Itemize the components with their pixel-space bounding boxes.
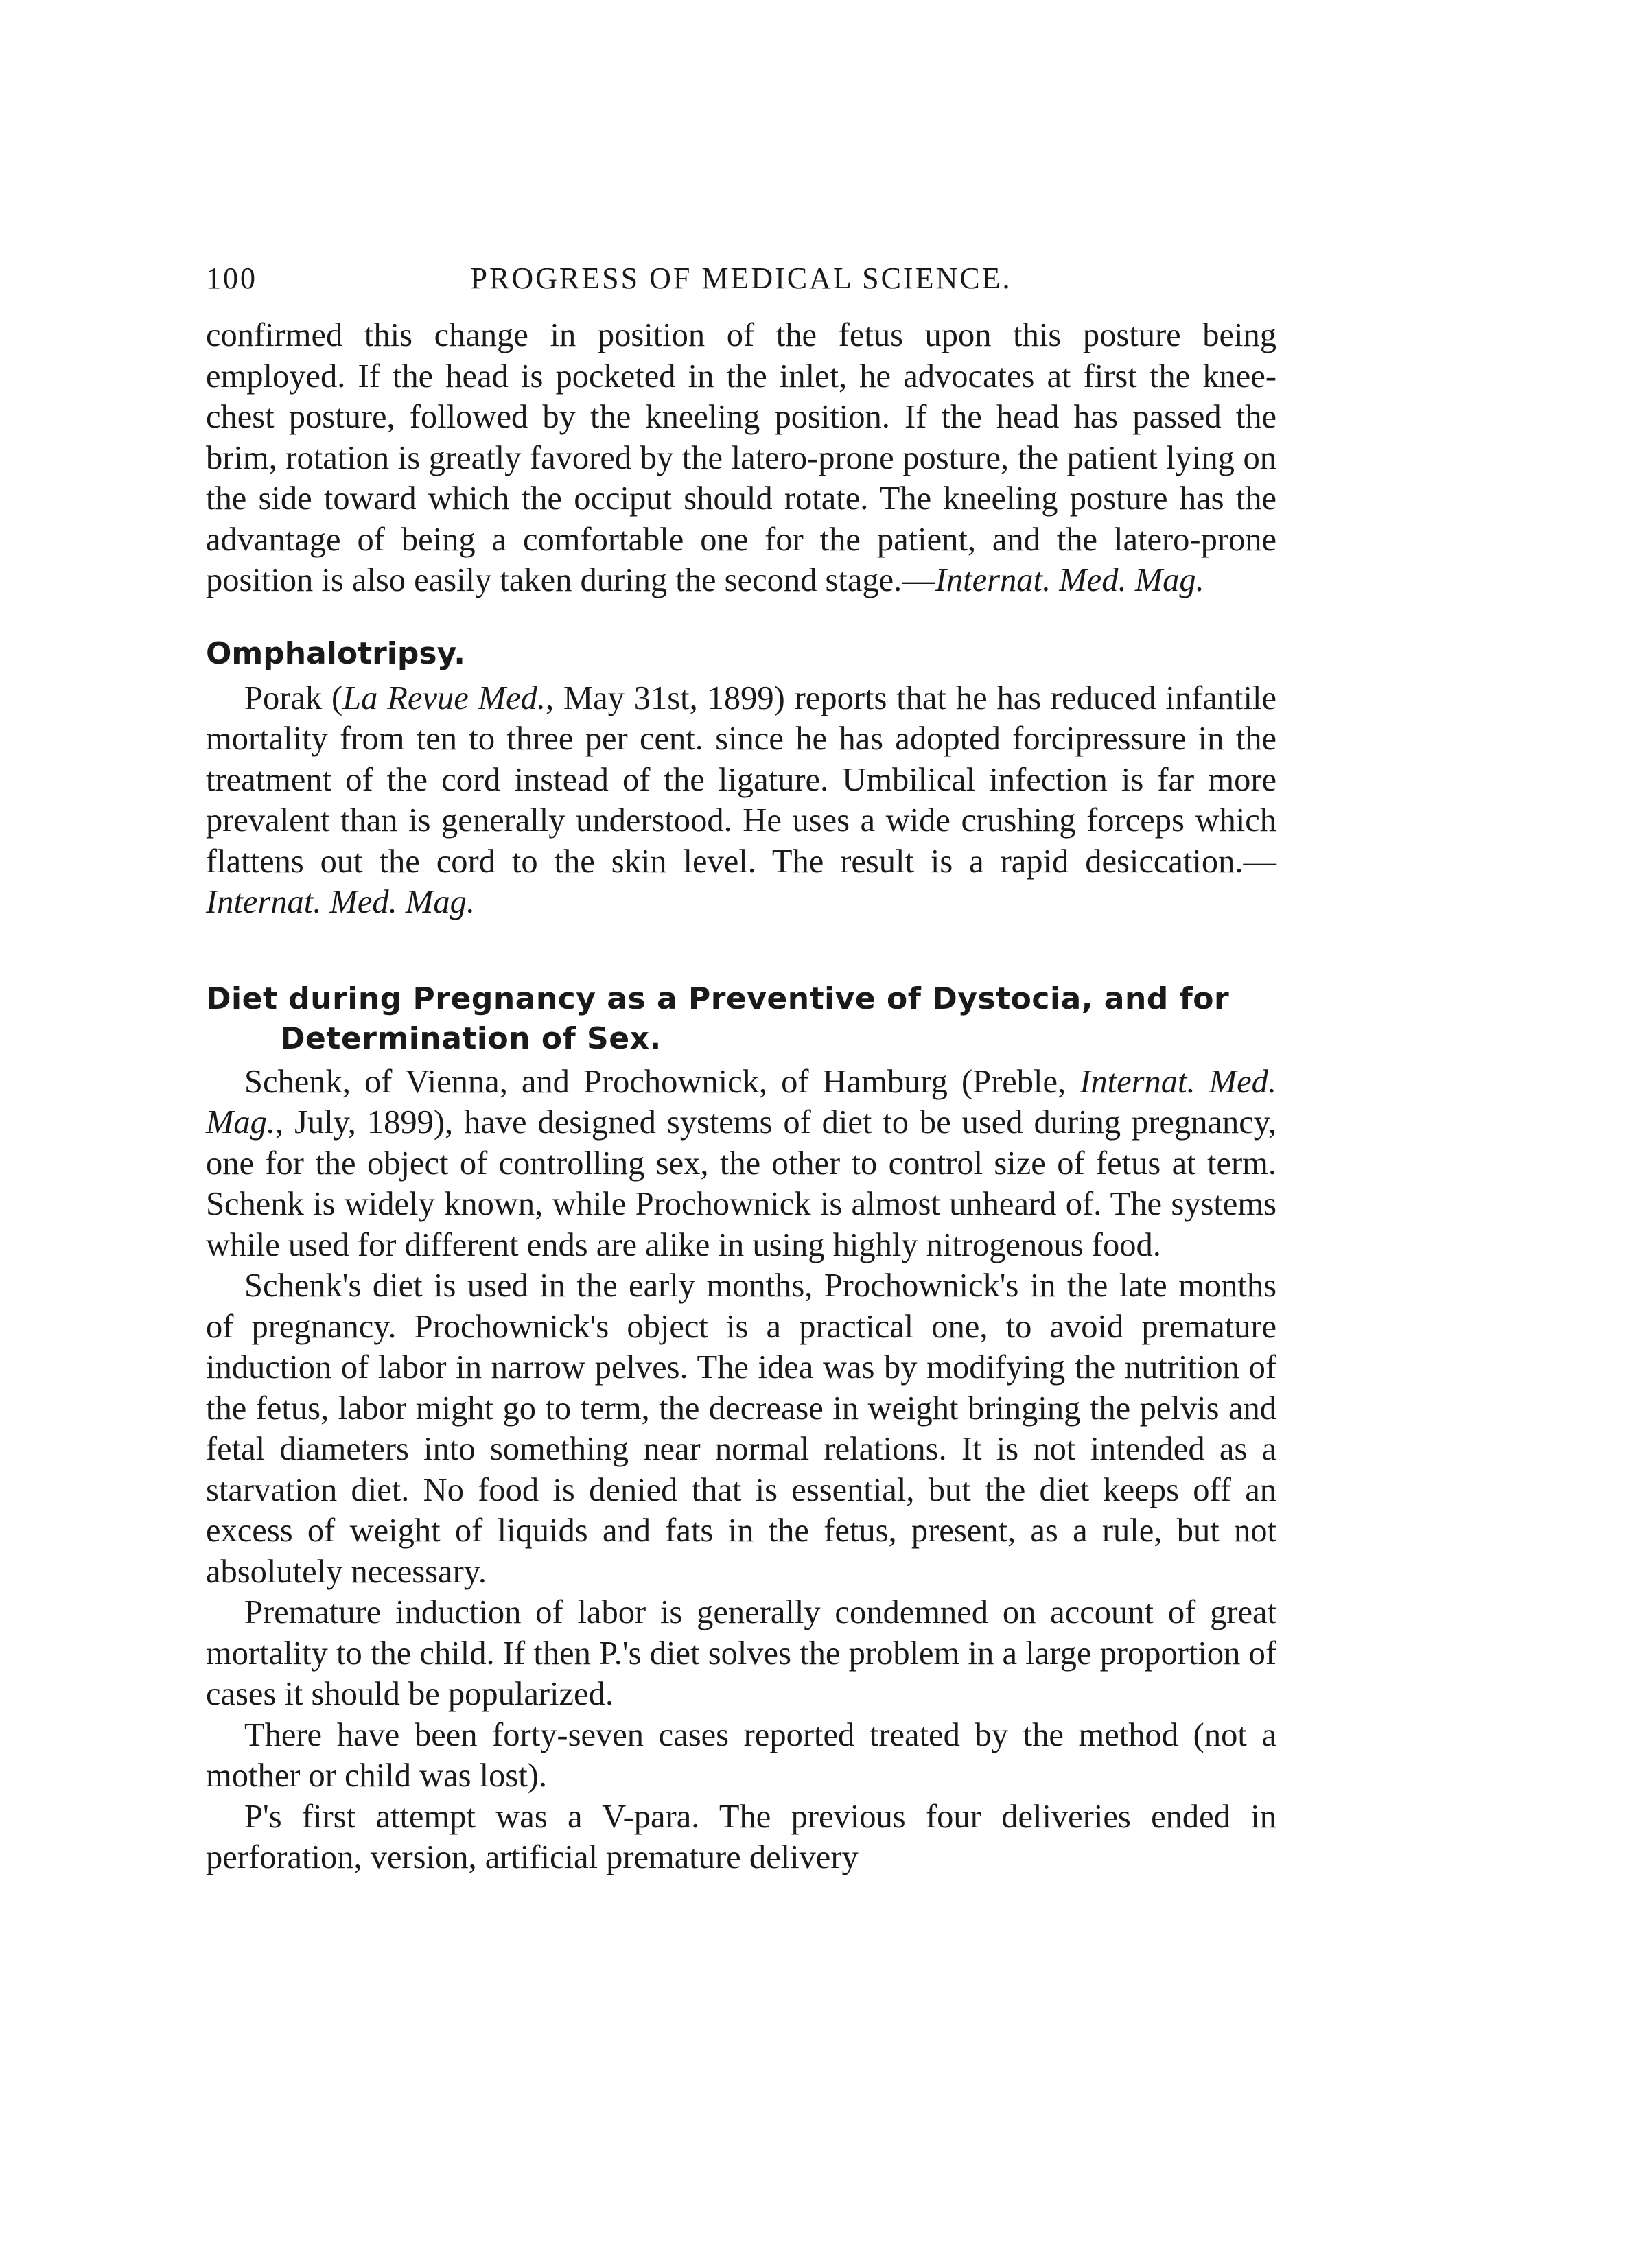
intro-paragraph — [206, 315, 1276, 601]
running-head — [206, 261, 1276, 296]
omphalotripsy-citation: Internat. Med. Mag. — [206, 884, 475, 920]
diet-p1-journal: Internat. Med. Mag. — [206, 1063, 1276, 1141]
diet-paragraph-2: Schenk's diet is used in the early months, Prochownick's in the late months of pregnancy. Prochownick's object is a practical one, to avoid premature induction of labor in narrow pelves. The idea was by modifying the nutrition of the fetus, labor might go to term, the decrease in weight bringing the pelvis and fetal diameters into something near normal relations. It is not intended as a starvation diet. No food is denied that is essential, but the diet keeps off an excess of weight of liquids and fats in the fetus, present, as a rule, but not absolutely necessary. — [206, 1267, 1276, 1590]
diet-p1-start: Schenk, of Vienna, and Prochownick, of Hamburg (Preble, — [244, 1063, 1080, 1100]
diet-paragraph-5: P's first attempt was a V-para. The previous four deliveries ended in perforation, version, artificial premature delivery — [206, 1798, 1276, 1875]
section-heading-diet-during-pregnancy: Diet during Pregnancy as a Preventive of Dystocia, and for Determination of Sex. — [206, 981, 1230, 1056]
running-title: PROGRESS OF MEDICAL SCIENCE. — [470, 261, 1012, 295]
omphalotripsy-author: Porak ( — [244, 679, 343, 716]
page-number: 100 — [206, 261, 257, 295]
omphalotripsy-text: , May 31st, 1899) reports that he has reduced infantile mortality from ten to three per cent. since he has adopted forcipressure in the treatment of the cord instead of the ligature. Umbilical infection is far more prevalent than is generally understood. He uses a wide crushing forceps which flattens out the cord to the skin level. The result is a rapid desiccation.— — [206, 679, 1276, 880]
omphalotripsy-journal: La Revue Med. — [342, 679, 546, 716]
omphalotripsy-paragraph — [206, 678, 1276, 923]
diet-paragraph-4: There have been forty-seven cases reported treated by the method (not a mother or child was lost). — [206, 1716, 1276, 1794]
intro-citation: Internat. Med. Mag. — [935, 562, 1204, 598]
diet-paragraph-3: Premature induction of labor is generally condemned on account of great mortality to the child. If then P.'s diet solves the problem in a large proportion of cases it should be popularized. — [206, 1594, 1276, 1712]
section-heading-omphalotripsy: Omphalotripsy. — [206, 635, 465, 671]
book-page — [206, 261, 1276, 1878]
intro-text: confirmed this change in position of the fetus upon this posture being employed. If the head is pocketed in the inlet, he advocates at first the knee-chest posture, followed by the kneeling position. If the head has passed the brim, rotation is greatly favored by the latero-prone posture, the patient lying on the side toward which the occiput should rotate. The kneeling posture has the advantage of being a comfortable one for the patient, and the latero-prone position is also easily taken during the second stage.— — [206, 317, 1276, 598]
diet-paragraph-1 — [206, 1062, 1276, 1266]
diet-p1-rest: , July, 1899), have designed systems of diet to be used during pregnancy, one for the object of controlling sex, the other to control size of fetus at term. Schenk is widely known, while Prochownick is almost unheard of. The systems while used for different ends are alike in using highly nitrogenous food. — [206, 1104, 1276, 1263]
